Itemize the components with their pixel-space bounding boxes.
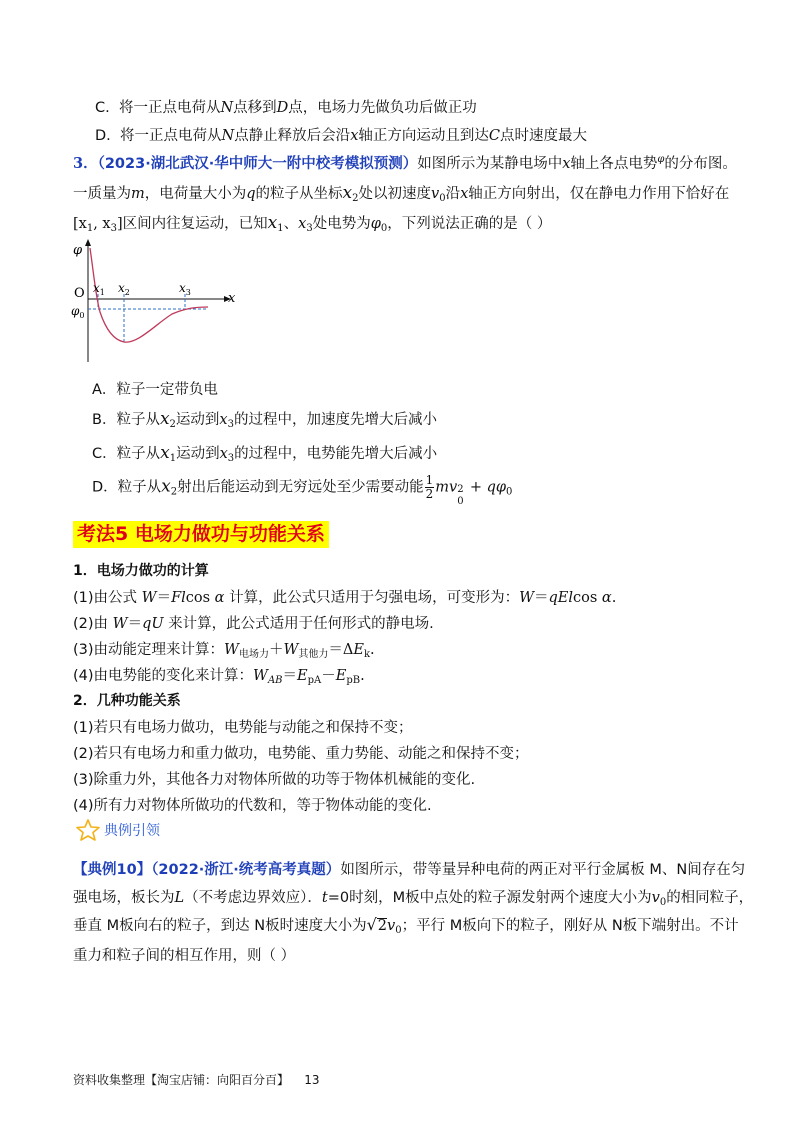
- q3-line2: 一质量为m，电荷量大小为q的粒子从坐标$x_2$处以初速度$v_0$沿x轴正方向射出，仅在静电力作用下恰好在: [73, 183, 730, 204]
- q3-option-d: D．粒子从$x_2$射出后能运动到无穷远处至少需要动能 $\frac{1}{2}$ mv 2 0 + $q\varphi_0$: [92, 473, 513, 507]
- origin-label: O: [74, 286, 85, 301]
- footer-text: 资料收集整理【淘宝店铺：向阳百分百】: [73, 1073, 290, 1087]
- x3-label: $x_3$: [179, 281, 191, 297]
- q3-line3: [$x_1$, $x_3$]区间内往复运动，已知$x_1$、$x_3$处电势为$\varphi_0$，下列说法正确的是（ ）: [73, 213, 552, 234]
- section-heading: 考法5 电场力做功与功能关系: [73, 521, 329, 548]
- sec1-title: 1．电场力做功的计算: [73, 563, 209, 579]
- x2-label: $x_2$: [118, 281, 130, 297]
- sec2-line1: (1)若只有电场力做功，电势能与动能之和保持不变；: [73, 720, 413, 736]
- example-label: 典例引领: [104, 823, 160, 839]
- sec2-title: 2．几种功能关系: [73, 693, 181, 709]
- ex10-line4: 重力和粒子间的相互作用，则（ ）: [73, 948, 296, 964]
- fraction-half: $\frac{1}{2}$: [425, 473, 434, 501]
- ex10-line3: 垂直 M板向右的粒子，到达 N板时速度大小为$√2v_0$；平行 M板向下的粒子，刚好从 N板下端射出。不计: [73, 915, 739, 936]
- q3-option-b: B．粒子从$x_2$运动到$x_3$的过程中，加速度先增大后减小: [92, 409, 437, 430]
- x1-label: $x_1$: [93, 281, 105, 297]
- sec2-line2: (2)若只有电场力和重力做功，电势能、重力势能、动能之和保持不变；: [73, 746, 529, 762]
- sec1-line3: (3)由动能定理来计算：$W_{电场力}+W_{其他力}=\Delta E_k$.: [73, 642, 375, 660]
- ex10-line1: 【典例10】（2022·浙江·统考高考真题）如图所示，带等量异种电荷的两正对平行金属板 M、N间存在匀: [73, 862, 746, 878]
- phi0-label: $\varphi_0$: [71, 304, 85, 320]
- option-c-prev: C. 将一正点电荷从N点移到D点，电场力先做负功后做正功: [95, 100, 477, 116]
- example-heading: [75, 818, 160, 842]
- sec1-line2: (2)由 W＝qU 来计算，此公式适用于任何形式的静电场.: [73, 616, 434, 632]
- ex10-line2: 强电场，板长为L（不考虑边界效应）．t=0时刻，M板中点处的粒子源发射两个速度大小为$v_0$的相同粒子，: [73, 890, 754, 908]
- sec1-line4: (4)由电势能的变化来计算：$W_{AB}=E_{pA}-E_{pB}$.: [73, 668, 365, 686]
- star-icon: [75, 818, 101, 842]
- phi-axis-arrow: [85, 239, 91, 246]
- q3-option-a: A．粒子一定带负电: [92, 382, 218, 398]
- potential-graph: [68, 236, 248, 366]
- footer: [73, 1071, 320, 1088]
- option-d-prev: D. 将一正点电荷从N点静止释放后会沿x轴正方向运动且到达C点时速度最大: [95, 128, 587, 144]
- sec2-line4: (4)所有力对物体所做功的代数和，等于物体动能的变化.: [73, 798, 432, 814]
- sec1-line1: (1)由公式 W＝Flcos α 计算，此公式只适用于匀强电场，可变形为：W＝qElcos α.: [73, 590, 617, 606]
- sec2-line3: (3)除重力外，其他各力对物体所做的功等于物体机械能的变化.: [73, 772, 476, 788]
- q3-option-c: C．粒子从$x_1$运动到$x_3$的过程中，电势能先增大后减小: [92, 443, 438, 464]
- x-axis-label: x: [228, 291, 236, 306]
- phi-axis-label: φ: [73, 243, 83, 258]
- page-number: 13: [304, 1073, 320, 1087]
- q3-line1: 3．（2023·湖北武汉·华中师大一附中校考模拟预测）如图所示为某静电场中x轴上各点电势$^\varphi$的分布图。: [73, 154, 737, 172]
